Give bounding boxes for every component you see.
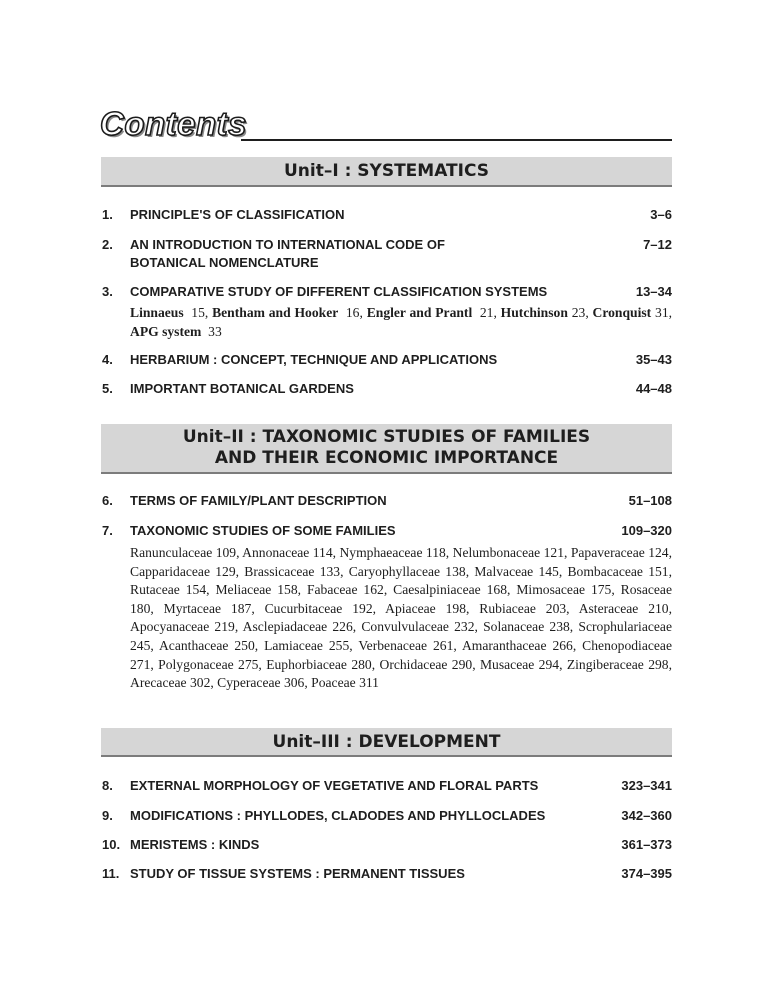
system-page: 16, (345, 305, 363, 320)
system-name: Cronquist (592, 305, 652, 320)
entry-title: TERMS OF FAMILY/PLANT DESCRIPTION (130, 493, 387, 508)
system-name: APG system (130, 323, 202, 339)
entry-pages: 7–12 (643, 237, 672, 252)
entry-title: MODIFICATIONS : PHYLLODES, CLADODES AND PHYLLOCLADES (130, 808, 546, 823)
entry-pages: 44–48 (635, 381, 672, 396)
contents-heading-row (100, 104, 672, 148)
entry-number: 10. (102, 837, 121, 852)
entry-title: IMPORTANT BOTANICAL GARDENS (130, 381, 354, 396)
entry-number: 11. (102, 866, 120, 881)
system-name: Hutchinson (500, 305, 568, 320)
entry-pages: 361–373 (621, 837, 672, 852)
entry-title: TAXONOMIC STUDIES OF SOME FAMILIES (130, 523, 396, 538)
entry-pages: 3–6 (650, 207, 672, 222)
entry-title: COMPARATIVE STUDY OF DIFFERENT CLASSIFICATION SYSTEMS (130, 284, 548, 299)
system-name: Linnaeus (130, 305, 184, 320)
system-page: 23, (571, 305, 589, 320)
entry-title (130, 236, 590, 272)
entry-number: 9. (102, 808, 113, 823)
classification-systems-list (130, 304, 672, 341)
title-underline (241, 139, 672, 141)
system-name: Engler and Prantl (366, 305, 473, 320)
entry-pages: 342–360 (621, 808, 672, 823)
families-list: Ranunculaceae 109, Annonaceae 114, Nymphaeaceae 118, Nelumbonaceae 121, Papaveraceae 124, Capparidaceae 129, Brassicaceae 133, Caryophyllaceae 138, Malvaceae 145, Bombacaceae 151, Rutaceae 154, Meliaceae 158, Fabaceae 162, Caesalpiniaceae 168, Mimosaceae 175, Rosaceae 180, Myrtaceae 187, Cucurbitaceae 192, Apiaceae 198, Rubiaceae 203, Asteraceae 210, Apocyanaceae 219, Asclepiadaceae 226, Convulvulaceae 232, Solanaceae 238, Scrophulariaceae 245, Acanthaceae 250, Lamiaceae 255, Verbenaceae 261, Amaranthaceae 266, Chenopodiaceae 271, Polygonaceae 275, Euphorbiaceae 280, Orchidaceae 290, Musaceae 294, Zingiberaceae 298, Arecaceae 302, Cyperaceae 306, Poaceae 311 (130, 545, 672, 691)
entry-title: MERISTEMS : KINDS (130, 837, 260, 852)
unit-2-header-line: Unit–II : TAXONOMIC STUDIES OF FAMILIES (182, 427, 591, 447)
system-page: 33 (208, 323, 222, 339)
entry-pages: 51–108 (628, 493, 672, 508)
entry-pages: 374–395 (621, 866, 672, 881)
entry-number: 1. (102, 207, 113, 222)
unit-3-header: Unit–III : DEVELOPMENT (101, 728, 672, 757)
system-page: 31, (655, 305, 673, 320)
entry-pages: 109–320 (621, 523, 672, 538)
entry-number: 3. (102, 284, 113, 299)
entry-title: HERBARIUM : CONCEPT, TECHNIQUE AND APPLICATIONS (130, 352, 498, 367)
entry-pages: 13–34 (635, 284, 672, 299)
unit-2-header-line: AND THEIR ECONOMIC IMPORTANCE (214, 448, 559, 468)
entry-number: 5. (102, 381, 113, 396)
unit-2-header (101, 424, 672, 474)
entry-number: 8. (102, 778, 113, 793)
entry-title: EXTERNAL MORPHOLOGY OF VEGETATIVE AND FLORAL PARTS (130, 778, 539, 793)
entry-pages: 323–341 (621, 778, 672, 793)
entry-number: 6. (102, 493, 113, 508)
entry-title: STUDY OF TISSUE SYSTEMS : PERMANENT TISSUES (130, 866, 465, 881)
system-name: Bentham and Hooker (212, 305, 339, 320)
entry-number: 7. (102, 523, 113, 538)
system-page: 21, (479, 305, 497, 320)
entry-title: PRINCIPLE'S OF CLASSIFICATION (130, 207, 345, 222)
system-page: 15, (191, 305, 209, 320)
entry-pages: 35–43 (635, 352, 672, 367)
entry-title-line: AN INTRODUCTION TO INTERNATIONAL CODE OF (130, 237, 445, 252)
entry-number: 4. (102, 352, 113, 367)
entry-number: 2. (102, 237, 113, 252)
page-title: Contents (100, 105, 247, 142)
entry-title-line: BOTANICAL NOMENCLATURE (130, 255, 319, 270)
unit-1-header: Unit–I : SYSTEMATICS (101, 157, 672, 187)
